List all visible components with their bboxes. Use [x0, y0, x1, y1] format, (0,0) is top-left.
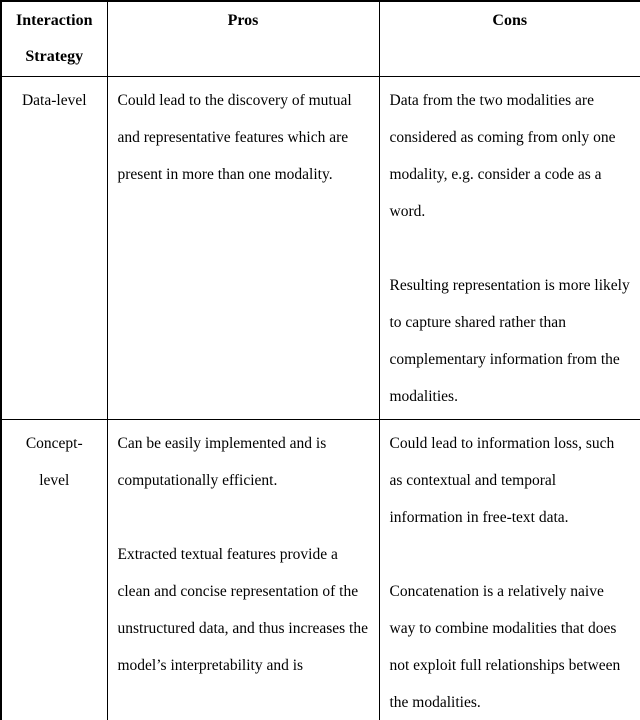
cell-paragraph: Data from the two modalities are considered as coming from only one modality, e.g. consider a code as a word. — [389, 92, 616, 220]
header-interaction-strategy: Interaction Strategy — [1, 1, 107, 77]
cell-paragraph: Can be easily implemented and is computationally efficient. — [117, 435, 327, 489]
cell-paragraph: Extracted textual features provide a clean and concise representation of the unstructured data, and thus increases the model’s interpretability and is — [117, 546, 368, 674]
cell-paragraph: Could lead to the discovery of mutual and representative features which are present in more than one modality. — [117, 92, 352, 183]
pros-cell-concept-level — [107, 420, 379, 720]
cell-paragraph: Resulting representation is more likely to capture shared rather than complementary information from the modalities. — [389, 277, 630, 405]
strategy-cell-concept-level: Concept-level — [1, 420, 107, 720]
cons-cell-data-level — [379, 77, 640, 420]
cons-cell-concept-level — [379, 420, 640, 720]
table-row-data-level — [1, 77, 640, 420]
header-cons: Cons — [379, 1, 640, 77]
table-header-row — [1, 1, 640, 77]
header-pros: Pros — [107, 1, 379, 77]
strategy-cell-data-level: Data-level — [1, 77, 107, 420]
cell-paragraph: Concatenation is a relatively naive way to combine modalities that does not exploit full relationships between the modalities. — [389, 583, 621, 711]
table-row-concept-level — [1, 420, 640, 720]
cell-paragraph: Could lead to information loss, such as contextual and temporal information in free-text data. — [389, 435, 615, 526]
pros-cell-data-level — [107, 77, 379, 420]
